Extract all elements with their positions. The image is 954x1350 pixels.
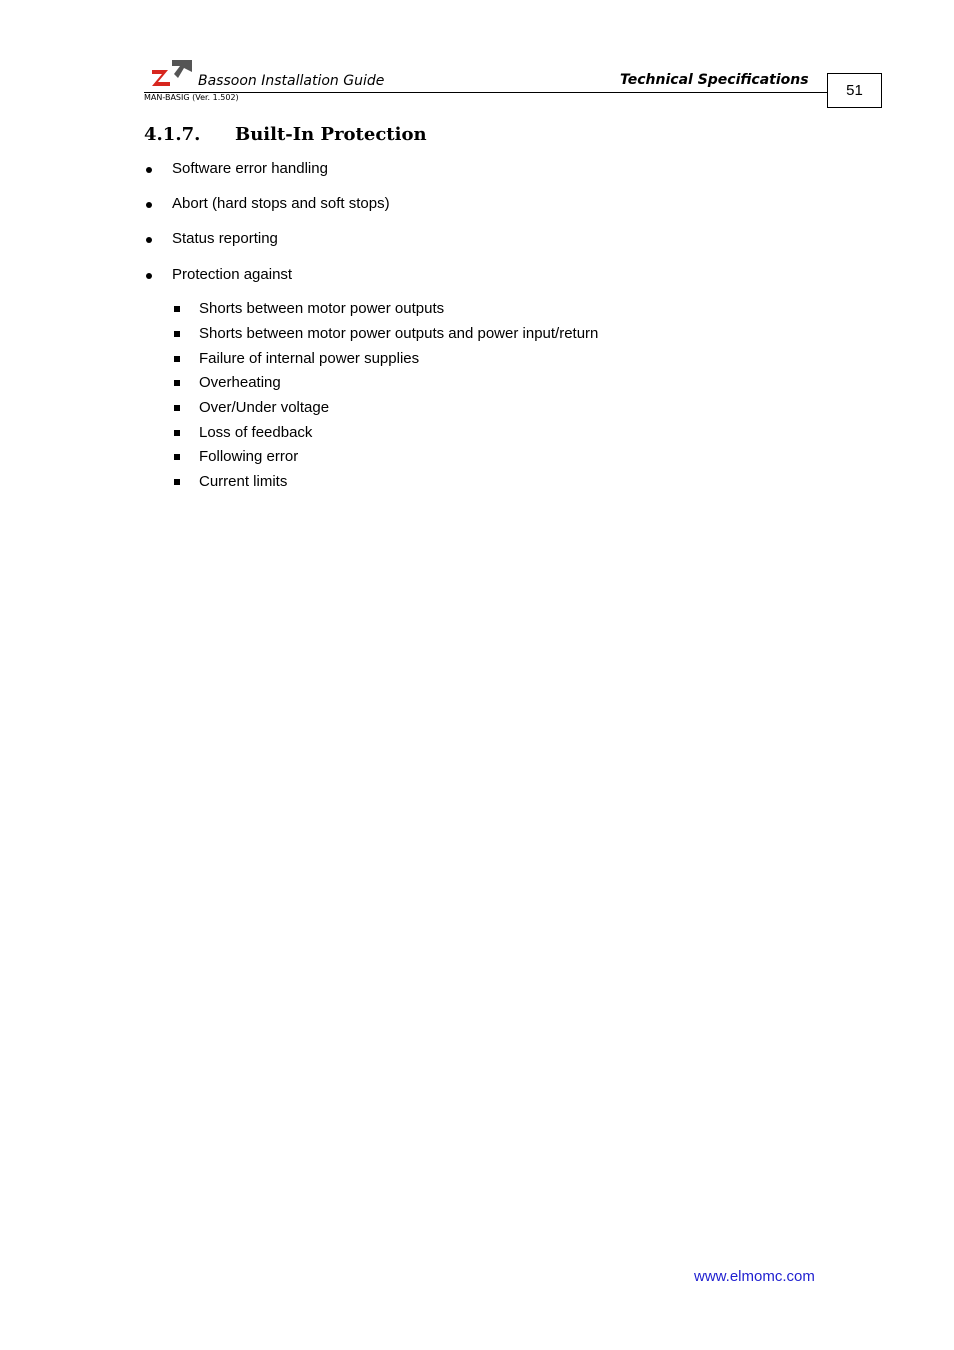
sub-list-item-text: Over/Under voltage	[199, 399, 330, 416]
section-number: 4.1.7.	[144, 124, 201, 145]
sub-list-item-text: Following error	[199, 448, 299, 465]
section-heading	[144, 124, 427, 145]
document-title: Bassoon Installation Guide	[198, 73, 385, 89]
bullet-square-icon	[174, 405, 180, 411]
sub-list-item-text: Current limits	[199, 473, 288, 490]
bullet-dot-icon	[146, 167, 152, 173]
sub-list-item-text: Shorts between motor power outputs and power input/return	[199, 325, 599, 342]
list-item-text: Protection against	[172, 266, 293, 283]
bullet-square-icon	[174, 380, 180, 386]
bullet-dot-icon	[146, 202, 152, 208]
bullet-square-icon	[174, 306, 180, 312]
bullet-square-icon	[174, 331, 180, 337]
header-divider	[144, 92, 828, 93]
page-number	[827, 73, 882, 108]
header-section-title: Technical Specifications	[620, 72, 809, 88]
sub-list-item-text: Shorts between motor power outputs	[199, 300, 445, 317]
elmo-logo-icon	[148, 58, 194, 88]
bullet-square-icon	[174, 454, 180, 460]
bullet-square-icon	[174, 356, 180, 362]
sub-list-item-text: Overheating	[199, 374, 281, 391]
sub-list-item-text: Loss of feedback	[199, 424, 313, 441]
sub-list-item-text: Failure of internal power supplies	[199, 350, 420, 367]
list-item-text: Abort (hard stops and soft stops)	[172, 195, 390, 212]
list-item-text: Software error handling	[172, 160, 328, 177]
bullet-dot-icon	[146, 237, 152, 243]
bullet-square-icon	[174, 479, 180, 485]
bullet-dot-icon	[146, 273, 152, 279]
page-header	[144, 56, 884, 116]
bullet-square-icon	[174, 430, 180, 436]
list-item-text: Status reporting	[172, 230, 278, 247]
document-version: MAN-BASIG (Ver. 1.502)	[144, 93, 239, 102]
section-title: Built-In Protection	[235, 124, 427, 145]
website-link[interactable]: www.elmomc.com	[694, 1268, 815, 1285]
page-number-text: 51	[846, 82, 863, 99]
